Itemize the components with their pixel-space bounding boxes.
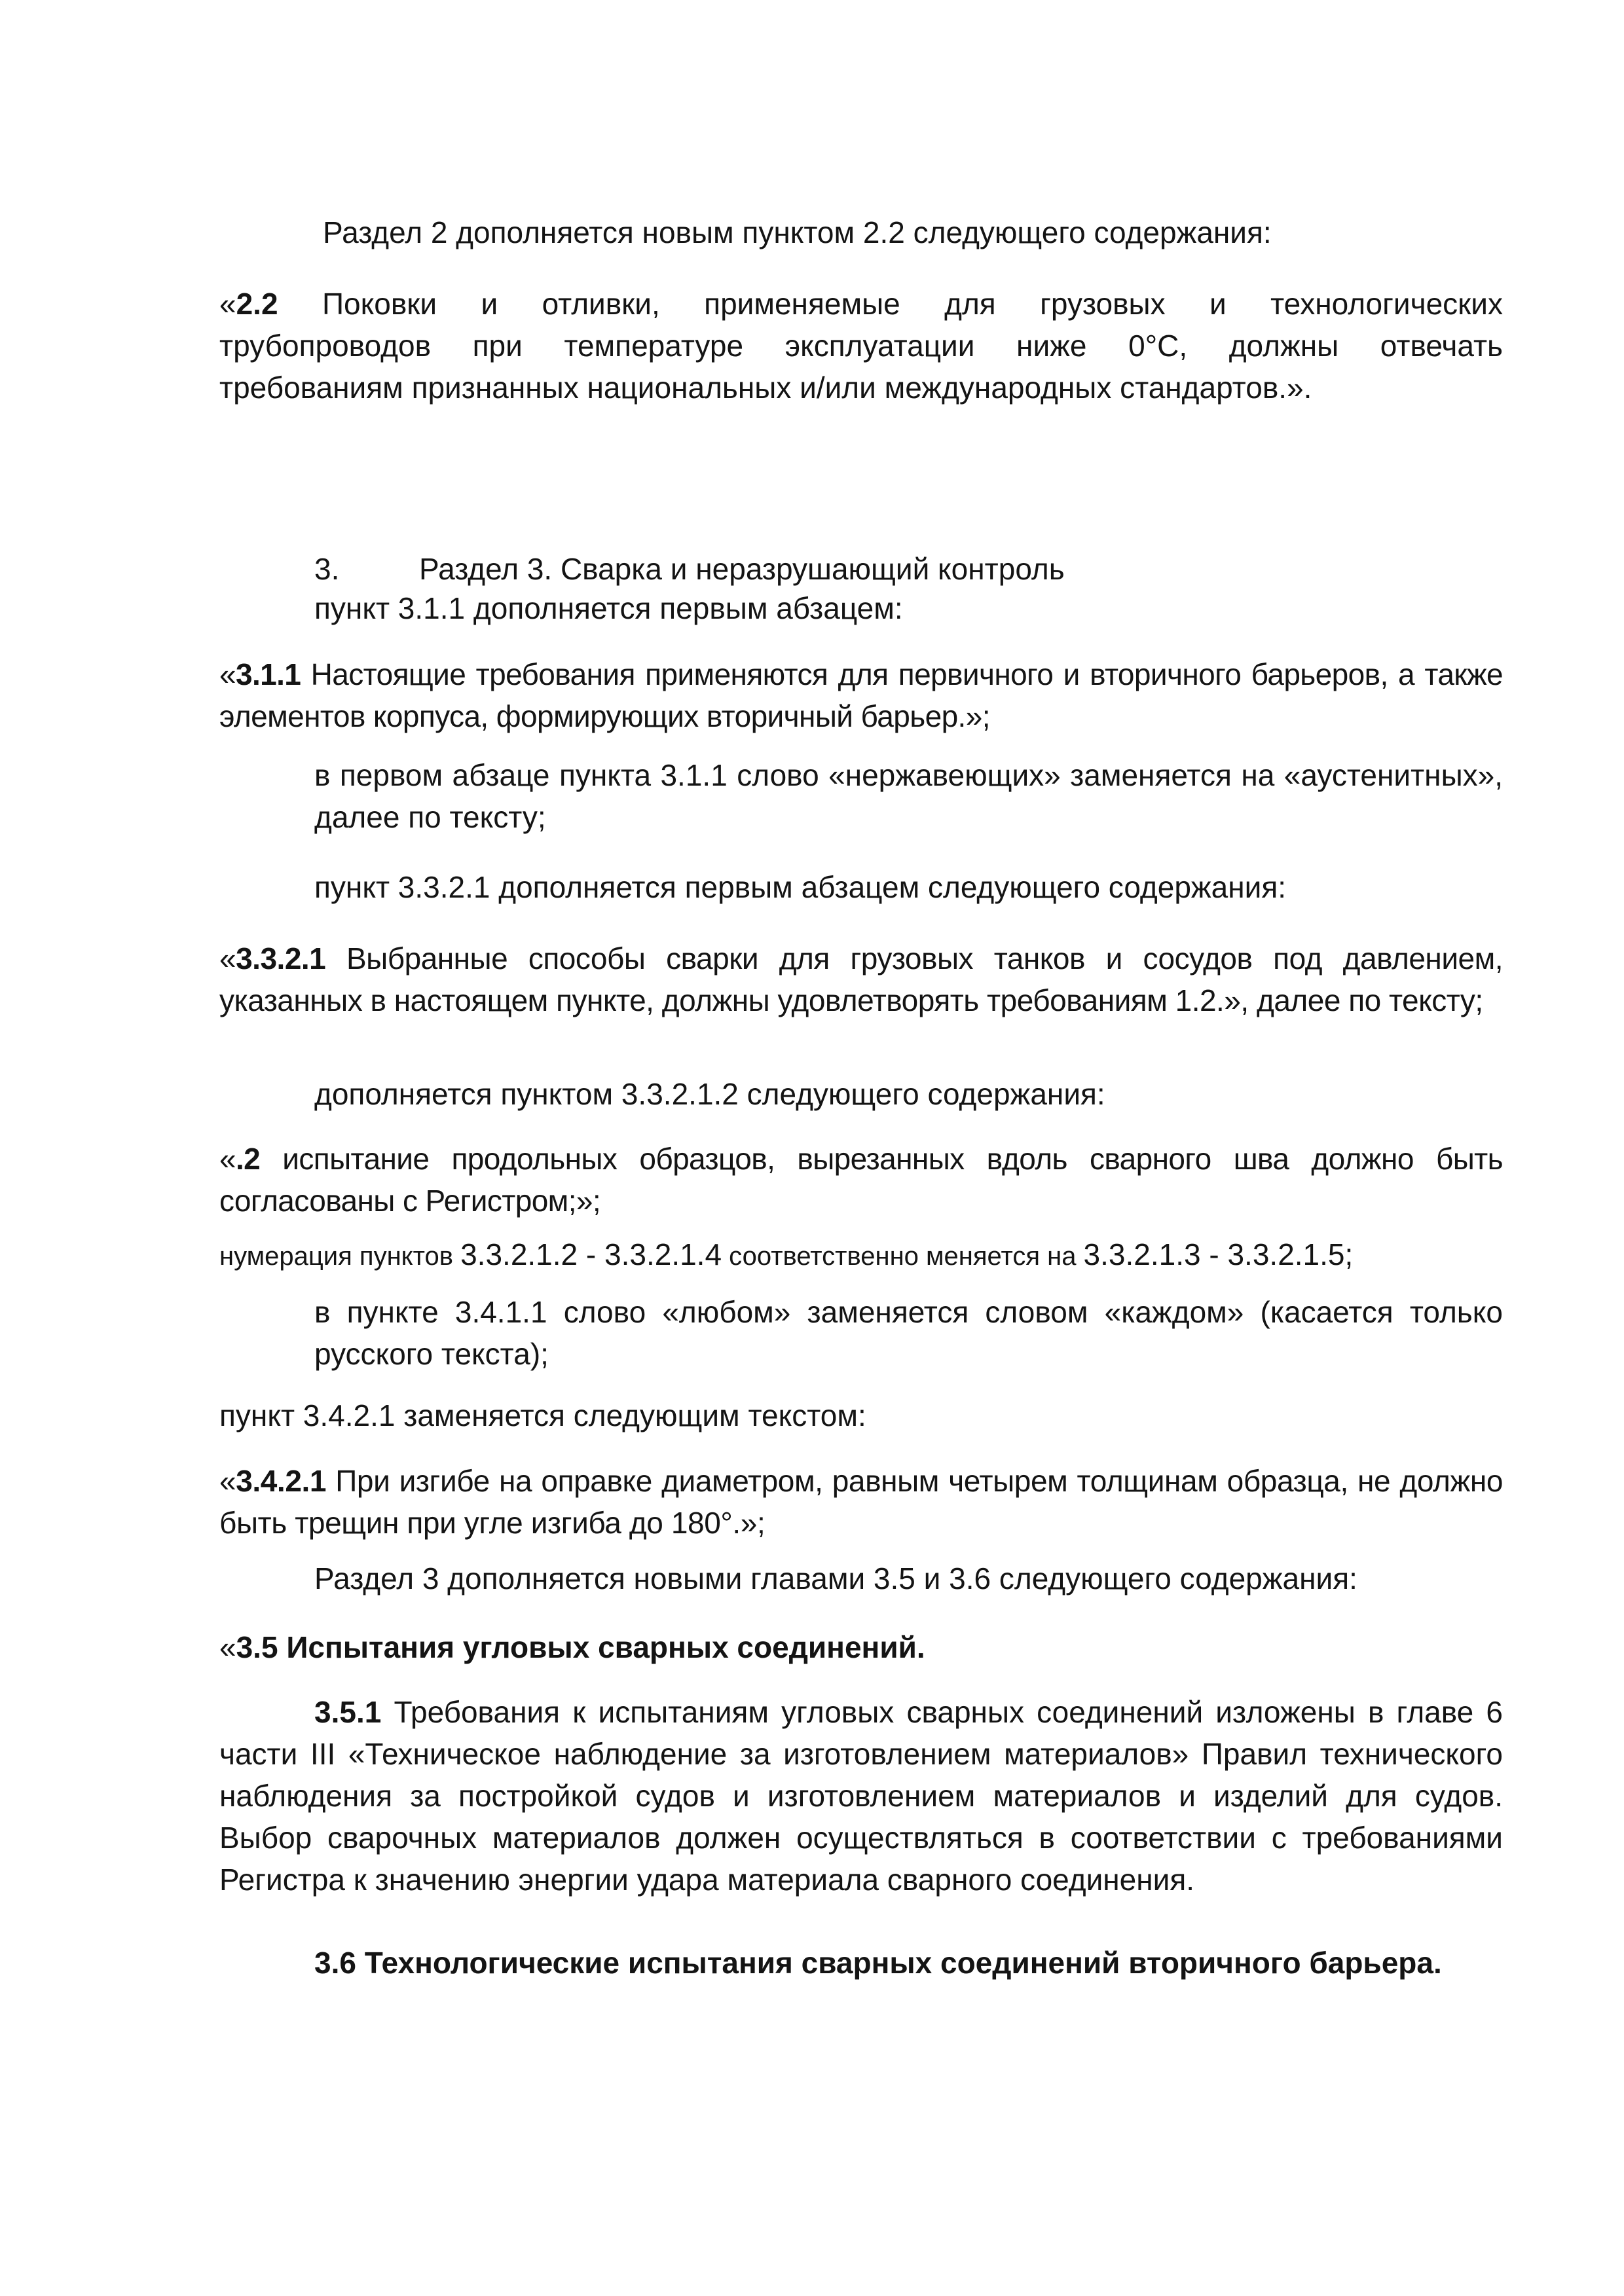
paragraph-3-3-2-1-2: «.2 испытание продольных образцов, вырезанных вдоль сварного шва должно быть согласованы с Регистром;»; <box>219 1142 1503 1218</box>
chapter-3-5-heading: «3.5 Испытания угловых сварных соединений. <box>219 1630 925 1664</box>
paragraph-3-3-2-1-2-number: .2 <box>235 1142 261 1176</box>
paragraph-3-5-1: 3.5.1 Требования к испытаниям угловых сварных соединений изложены в главе 6 части III «Техническое наблюдение за изготовлением материалов» Правил технического наблюдения за постройкой судов и изготовлением материалов и изделий для судов. Выбор сварочных материалов должен осуществляться в соответствии с требованиями Регистра к значению энергии удара материала сварного соединения. <box>219 1695 1503 1897</box>
chapter-3-6-heading: 3.6 Технологические испытания сварных соединений вторичного барьера. <box>314 1946 1442 1980</box>
paragraph-3-4-2-1-number: 3.4.2.1 <box>236 1464 327 1498</box>
paragraph-3-1-1: «3.1.1 Настоящие требования применяются для первичного и вторичного барьеров, а также элементов корпуса, формирующих вторичный барьер.»; <box>219 657 1503 733</box>
p3321-intro: пункт 3.3.2.1 дополняется первым абзацем следующего содержания: <box>314 870 1287 904</box>
paragraph-3-4-2-1: «3.4.2.1 При изгибе на оправке диаметром, равным четырем толщинам образца, не должно быть трещин при угле изгиба до 180°.»; <box>219 1464 1503 1540</box>
item-2-2-number: 2.2 <box>236 287 278 321</box>
item-2-2 <box>219 283 1503 409</box>
section3-number: 3. <box>314 552 340 586</box>
p311-intro: пункт 3.1.1 дополняется первым абзацем: <box>314 591 903 625</box>
section3-heading: Раздел 3. Сварка и неразрушающий контроль <box>419 552 1065 586</box>
paragraph-3-1-1-number: 3.1.1 <box>235 657 301 691</box>
paragraph-3-3-2-1-number: 3.3.2.1 <box>236 941 326 975</box>
p311-replace: в первом абзаце пункта 3.1.1 слово «нержавеющих» заменяется на «аустенитных», далее по тексту; <box>314 758 1503 834</box>
p33212-intro: дополняется пунктом 3.3.2.1.2 следующего содержания: <box>314 1077 1105 1111</box>
section2-intro: Раздел 2 дополняется новым пунктом 2.2 следующего содержания: <box>323 215 1272 249</box>
p3421-intro: пункт 3.4.2.1 заменяется следующим текстом: <box>219 1398 866 1432</box>
p3411-replace: в пункте 3.4.1.1 слово «любом» заменяется словом «каждом» (касается только русского текста); <box>314 1295 1503 1371</box>
item-2-2-line3: требованиям признанных национальных и/или международных стандартов.». <box>219 371 1312 405</box>
paragraph-3-3-2-1: «3.3.2.1 Выбранные способы сварки для грузовых танков и сосудов под давлением, указанных в настоящем пункте, должны удовлетворять требованиям 1.2.», далее по тексту; <box>219 941 1503 1017</box>
chapters-intro: Раздел 3 дополняется новыми главами 3.5 и 3.6 следующего содержания: <box>314 1561 1357 1595</box>
renumber-note: нумерация пунктов 3.3.2.1.2 - 3.3.2.1.4 соответственно меняется на 3.3.2.1.3 - 3.3.2.1.5; <box>219 1237 1354 1271</box>
paragraph-3-5-1-number: 3.5.1 <box>314 1695 382 1729</box>
item-2-2-line2: трубопроводов при температуре эксплуатации ниже 0°C, должны отвечать <box>219 329 1503 363</box>
item-2-2-line1: «2.2 Поковки и отливки, применяемые для грузовых и технологических <box>219 287 1503 321</box>
